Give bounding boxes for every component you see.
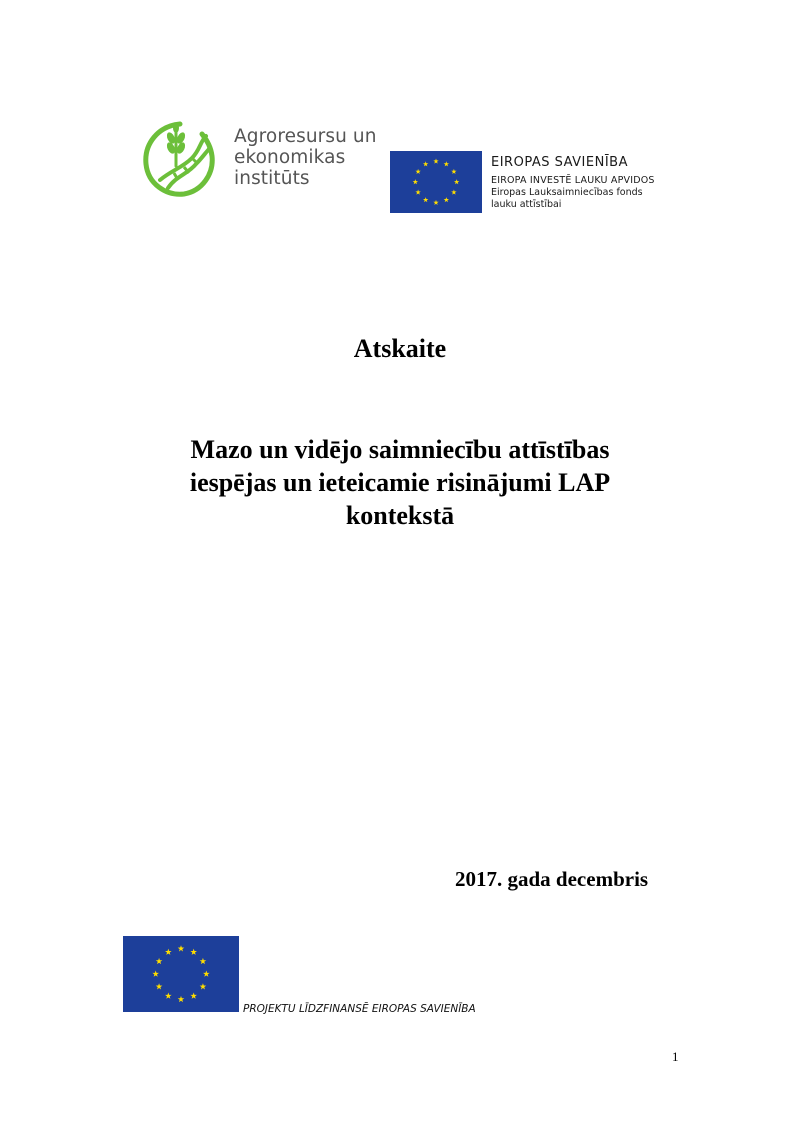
eu-fund-name-line-1: Eiropas Lauksaimniecības fonds [491,187,643,198]
document-title-line-3: kontekstā [345,501,455,530]
cofinance-text: PROJEKTU LĪDZFINANSĒ EIROPAS SAVIENĪBA [243,1003,476,1015]
eu-fund-name-line-2: lauku attīstībai [491,199,562,210]
document-title-line-1: Mazo un vidējo saimniecību attīstības [190,435,610,464]
eu-fund-texts [491,154,655,211]
eu-flag-icon [123,936,239,1012]
wheat-dna-leaf-icon [140,118,218,198]
document-title-line-2: iespējas un ieteicamie risinājumi LAP [189,468,611,497]
eu-title: EIROPAS SAVIENĪBA [491,155,628,170]
document-date: 2017. gada decembris [455,867,649,891]
arei-name [234,126,377,189]
page-number: 1 [672,1049,679,1064]
eu-flag-icon [390,151,482,213]
arei-name-line-3: institūts [234,168,310,189]
document-label: Atskaite [353,334,447,363]
eu-fund-logo [390,151,690,213]
eu-tagline: EIROPA INVESTĒ LAUKU APVIDOS [491,175,655,186]
document-title [100,433,700,532]
arei-name-line-2: ekonomikas [234,147,346,168]
arei-logo [140,118,380,200]
arei-name-line-1: Agroresursu un [234,126,377,147]
